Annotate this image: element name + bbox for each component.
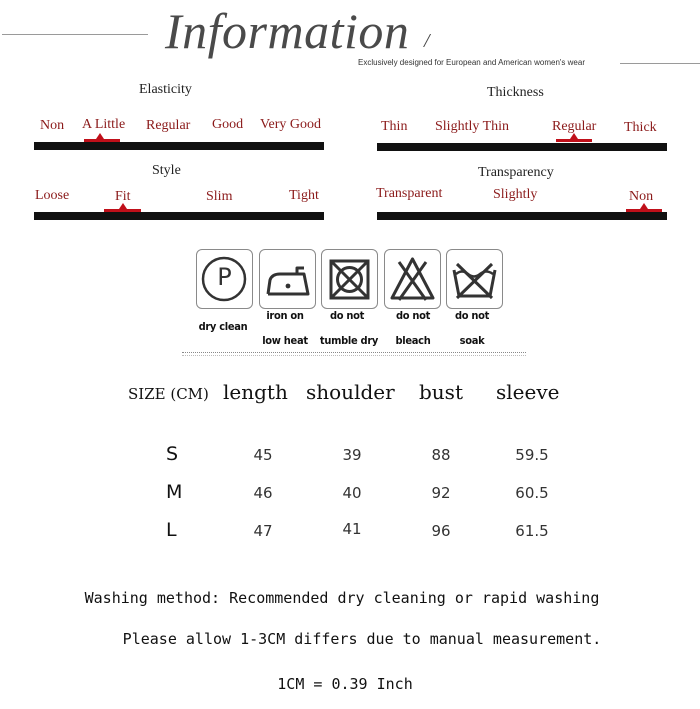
elasticity-option: Regular (146, 118, 191, 133)
iron-low-heat-icon (260, 250, 315, 308)
thickness-option: Thick (624, 120, 657, 135)
transparency-option-selected: Non (629, 189, 654, 204)
care-label-iron-line2: low heat (262, 334, 308, 347)
care-label-dry-clean: dry clean (198, 320, 248, 333)
table-cell: 39 (342, 446, 362, 464)
title-slash: / (424, 30, 430, 52)
header-right-rule (620, 63, 700, 64)
thickness-title: Thickness (487, 85, 544, 100)
care-divider (182, 352, 526, 353)
table-cell: 47 (253, 522, 273, 540)
no-bleach-icon (385, 250, 440, 308)
no-soak-icon (447, 250, 502, 308)
size-label-m: M (166, 481, 183, 503)
care-label-soak-line1: do not (454, 309, 490, 322)
thickness-option: Slightly Thin (435, 119, 510, 134)
elasticity-option: Very Good (260, 117, 322, 132)
style-option: Slim (206, 189, 233, 204)
table-cell: 46 (253, 484, 273, 502)
washing-note: Washing method: Recommended dry cleaning or rapid washing (84, 589, 600, 607)
column-header-bust: bust (419, 380, 463, 404)
column-header-length: length (223, 380, 288, 404)
care-label-soak-line2: soak (459, 334, 485, 347)
table-cell: 59.5 (515, 446, 549, 464)
thickness-marker (556, 139, 592, 142)
table-cell: 60.5 (515, 484, 549, 502)
thickness-option: Thin (381, 119, 408, 134)
style-option: Loose (35, 188, 70, 203)
transparency-title: Transparency (478, 165, 554, 180)
page-title: Information (165, 3, 410, 59)
page-subtitle: Exclusively designed for European and American women's wear (358, 58, 585, 67)
size-unit-header: SIZE (CM) (128, 385, 209, 403)
iron-box (259, 249, 316, 309)
bleach-box (384, 249, 441, 309)
soak-box (446, 249, 503, 309)
dry-clean-box (196, 249, 253, 309)
table-cell: 45 (253, 446, 273, 464)
dry-clean-symbol: P (217, 263, 232, 291)
table-cell: 61.5 (515, 522, 549, 540)
size-label-s: S (166, 443, 179, 465)
table-cell: 96 (431, 522, 451, 540)
elasticity-option: Good (212, 117, 244, 132)
conversion-note: 1CM = 0.39 Inch (277, 675, 413, 693)
no-tumble-dry-icon (322, 250, 377, 308)
care-divider-secondary (182, 355, 526, 356)
care-label-tumble-line1: do not (329, 309, 365, 322)
style-bar (34, 212, 324, 220)
style-option: Tight (289, 188, 319, 203)
table-cell: 92 (431, 484, 451, 502)
style-option-selected: Fit (115, 189, 131, 204)
elasticity-option: Non (40, 118, 65, 133)
transparency-bar (377, 212, 667, 220)
transparency-option: Transparent (376, 186, 443, 201)
elasticity-bar (34, 142, 324, 150)
thickness-bar (377, 143, 667, 151)
transparency-option: Slightly (493, 187, 538, 202)
column-header-sleeve: sleeve (496, 380, 560, 404)
care-label-bleach-line1: do not (395, 309, 431, 322)
table-cell: 41 (342, 520, 362, 538)
table-cell: 40 (342, 484, 362, 502)
care-label-tumble-line2: tumble dry (319, 334, 379, 347)
thickness-option-selected: Regular (552, 119, 597, 134)
header-left-rule (2, 34, 148, 35)
care-label-iron-line1: iron on (266, 309, 304, 322)
tumble-dry-box (321, 249, 378, 309)
style-title: Style (152, 163, 181, 178)
size-label-l: L (166, 519, 177, 541)
column-header-shoulder: shoulder (306, 380, 395, 404)
elasticity-title: Elasticity (139, 82, 192, 97)
table-cell: 88 (431, 446, 451, 464)
allowance-note: Please allow 1-3CM differs due to manual measurement. (122, 630, 602, 648)
care-label-bleach-line2: bleach (395, 334, 431, 347)
elasticity-option-selected: A Little (82, 117, 126, 132)
